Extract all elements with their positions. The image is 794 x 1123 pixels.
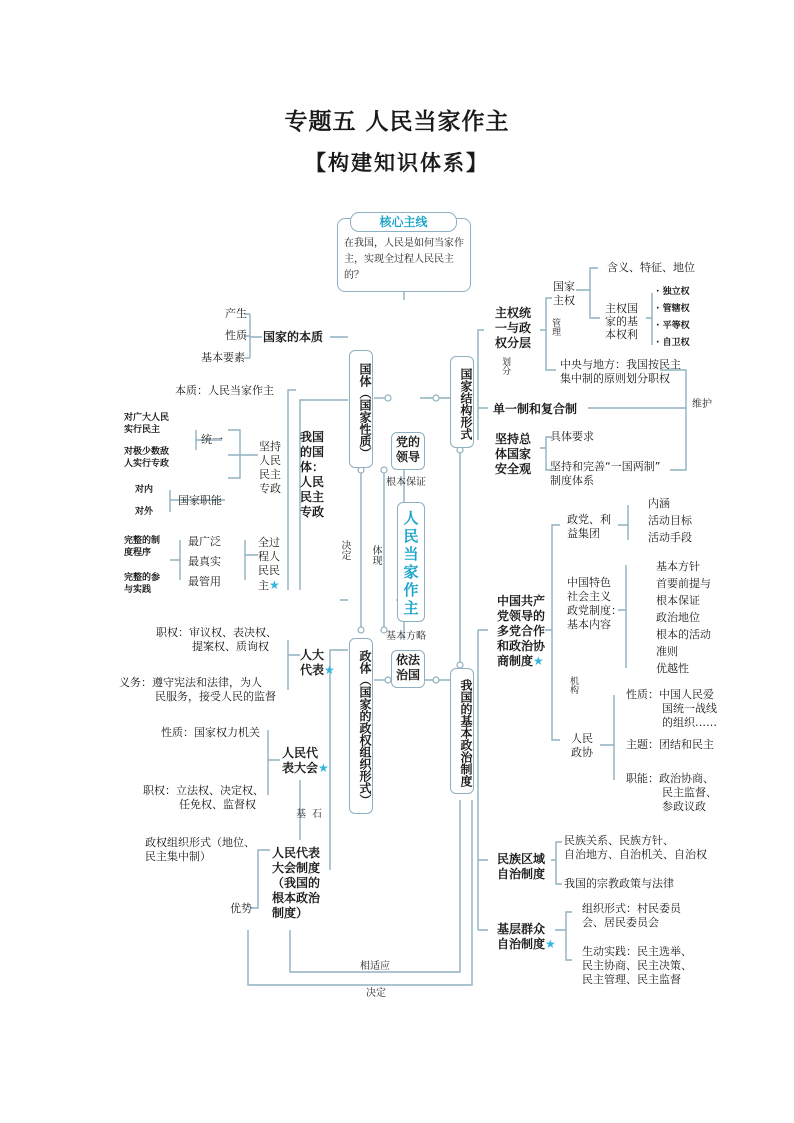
grassroots-org <box>582 902 681 930</box>
gf-line: 民主集中制） <box>145 850 211 863</box>
cpc-line: 多党合作 <box>497 624 546 638</box>
cn-line: 的组织…… <box>662 716 717 729</box>
wp-line: 程人 <box>258 550 280 563</box>
ci-line: 政治地位 <box>656 611 700 624</box>
unitary-federal: 单一制和复合制 <box>493 402 578 416</box>
ui-line: 对广大人民 <box>124 413 170 423</box>
religion-policy: 我国的宗教政策与法律 <box>564 877 674 890</box>
persist-dictatorship <box>259 440 281 496</box>
nature-item: 性质 <box>225 329 247 342</box>
cl-line: 集中制的原则划分职权 <box>560 372 670 385</box>
sovereignty-unity <box>495 306 531 351</box>
page-subtitle: 【构建知识体系】 <box>305 151 489 175</box>
security-req: 具体要求 <box>550 430 594 443</box>
npc-line: 表大会 <box>282 761 319 775</box>
root-guarantee-label: 根本保证 <box>386 477 426 488</box>
ga-line: 基层群众 <box>497 922 546 936</box>
ei-line: 民族关系、民族方针、 <box>564 834 674 847</box>
zhengti-box: 政体（国家的政权组织形式） <box>349 638 373 814</box>
right-text: 独立权 <box>662 287 690 297</box>
dp-line: 提案权、质询权 <box>192 640 269 653</box>
gp-line: 民主管理、民主监督 <box>582 973 681 986</box>
ns-line: 安全观 <box>495 462 532 476</box>
page-title: 专题五 人民当家作主 <box>284 109 510 135</box>
ui-line: 实行民主 <box>124 425 161 435</box>
ns-line: 大会制度 <box>272 861 321 875</box>
decide-bottom-label: 决定 <box>366 988 386 999</box>
cppcc <box>571 732 593 760</box>
right-item: · 独立权 <box>656 287 690 297</box>
wp-complete <box>124 572 160 596</box>
cpc-cooperation <box>497 594 545 669</box>
wp-line: 民民 <box>258 564 280 577</box>
advantage-label: 优势 <box>230 902 252 915</box>
ei-line: 自治地方、自治机关、自治权 <box>564 848 707 861</box>
ns-line: （我国的 <box>272 876 321 890</box>
cpc-line: 和政治协 <box>497 639 546 653</box>
psc-line: 政党制度： <box>567 604 622 617</box>
ci-line: 首要前提与 <box>656 577 711 590</box>
hk-line: 坚持和完善“一国两制” <box>550 460 661 473</box>
nature-item: 产生 <box>225 307 247 320</box>
npc-deputies <box>300 648 335 678</box>
decides-label: 决定 <box>339 540 350 560</box>
cpc-line: 党领导的 <box>497 609 546 623</box>
ethnic-autonomy <box>497 852 545 882</box>
whole-process-democracy <box>258 536 280 593</box>
hk-line: 制度体系 <box>550 474 594 487</box>
wp-quality: 最真实 <box>188 555 221 568</box>
ss-line: 主权 <box>553 294 575 307</box>
law-line-1: 依法 <box>395 653 420 667</box>
guoti-box: 国体（国家性质） <box>349 350 373 468</box>
ethnic-items <box>564 834 707 862</box>
cn-line: 性质：中国人民爱 <box>626 688 714 701</box>
core-heading: 核心主线 <box>350 212 457 232</box>
ss-line: 国家 <box>553 280 575 293</box>
party-leadership-box <box>391 432 425 470</box>
star-icon: ★ <box>318 761 329 775</box>
star-icon: ★ <box>324 663 335 677</box>
pd-line: 专政 <box>259 482 281 495</box>
ea-line: 民族区域 <box>497 852 546 866</box>
right-item: · 自卫权 <box>656 338 690 348</box>
cppcc-line: 政协 <box>571 746 593 759</box>
grassroots-practice <box>582 945 692 987</box>
core-question: 在我国，人民是如何当家作主，实现全过程人民民主的？ <box>344 238 464 281</box>
content-items <box>656 558 711 677</box>
ns-line: 坚持总 <box>495 432 532 446</box>
cl-line: 中央与地方：我国按民主 <box>560 358 681 371</box>
people-char: 民 <box>403 527 419 545</box>
cf-line: 民主监督、 <box>662 786 717 799</box>
one-country-two-systems <box>550 460 660 488</box>
pd-line: 人民 <box>259 454 281 467</box>
wpc-line: 与实践 <box>124 585 152 595</box>
wp-line: 主 <box>258 579 269 592</box>
national-security <box>495 432 531 477</box>
cpc-line: 商制度 <box>497 654 534 668</box>
wp-quality: 最管用 <box>188 575 221 588</box>
right-text: 平等权 <box>662 321 690 331</box>
parties-groups <box>567 513 611 541</box>
group-item: 内涵 <box>648 497 670 510</box>
pd-line: 坚持 <box>259 440 281 453</box>
dh-line: 的国 <box>300 445 325 459</box>
rule-of-law-box <box>391 650 425 688</box>
cpc-line: 中国共产 <box>497 594 546 608</box>
np-line: 任免权、监督权 <box>179 798 256 811</box>
cppcc-line: 人民 <box>571 732 593 745</box>
people-char: 作 <box>403 581 419 599</box>
br-line: 家的基 <box>605 315 638 328</box>
ui-line: 人实行专政 <box>124 459 170 469</box>
group-item: 活动目标 <box>648 514 692 527</box>
npc-powers <box>143 784 264 812</box>
dh-line: 专政 <box>300 505 325 519</box>
divide-label: 划分 <box>500 357 510 375</box>
nature-of-state: 国家的本质 <box>263 330 324 344</box>
cn-line: 国统一战线 <box>662 702 717 715</box>
people-char: 当 <box>403 545 419 563</box>
people-char: 人 <box>403 509 419 527</box>
adapt-label: 相适应 <box>360 961 390 972</box>
br-line: 本权利 <box>605 328 638 341</box>
psc-line: 中国特色 <box>567 576 611 589</box>
structure-box: 国家结构形式 <box>450 356 474 448</box>
party-line-2: 领导 <box>395 450 420 464</box>
ns-line: 体国家 <box>495 447 532 461</box>
ns-line: 根本政治 <box>272 891 321 905</box>
right-item: · 平等权 <box>656 321 690 331</box>
central-local <box>560 358 681 386</box>
group-item: 活动手段 <box>648 531 692 544</box>
psc-line: 基本内容 <box>567 618 611 631</box>
people-char: 家 <box>403 563 419 581</box>
right-item: · 管辖权 <box>656 304 690 314</box>
ci-line: 准则 <box>656 645 678 658</box>
go-line: 会、居民委员会 <box>582 916 659 929</box>
cppcc-functions <box>626 772 717 814</box>
basic-strategy-label: 基本方略 <box>386 631 426 642</box>
party-line-1: 党的 <box>395 435 420 449</box>
dh-line: 人民 <box>300 475 325 489</box>
npc <box>282 746 329 776</box>
org-label: 机构 <box>568 676 578 694</box>
people-char: 主 <box>403 599 419 617</box>
gp-line: 民主协商、民主决策、 <box>582 959 692 972</box>
np-line: 职权：立法权、决定权、 <box>143 784 264 797</box>
ns-line: 制度） <box>272 906 309 920</box>
dd-line: 义务：遵守宪法和法律，为人 <box>119 676 262 689</box>
su-line: 一与政 <box>495 321 532 335</box>
wp-quality: 最广泛 <box>188 535 221 548</box>
ga-line: 自治制度 <box>497 937 546 951</box>
star-icon: ★ <box>269 578 280 592</box>
gov-form <box>145 836 255 864</box>
su-line: 权分层 <box>495 336 532 350</box>
su-line: 主权统 <box>495 306 532 320</box>
state-sovereignty <box>553 280 575 308</box>
function-item: 对内 <box>135 485 154 495</box>
dh-line: 我国 <box>300 430 325 444</box>
essence-text: 本质：人民当家作主 <box>175 384 274 397</box>
gf-line: 政权组织形式（地位、 <box>145 836 255 849</box>
npcd-line: 人大 <box>300 648 325 662</box>
dh-line: 民主 <box>300 490 325 504</box>
wpc-line: 完整的参 <box>124 573 161 583</box>
wpc-line: 度程序 <box>124 548 152 558</box>
ns-line: 人民代表 <box>272 846 321 860</box>
ci-line: 优越性 <box>656 662 689 675</box>
party-system-content <box>567 576 622 632</box>
dh-line: 体： <box>300 460 325 474</box>
ui-line: 对极少数敌 <box>124 447 170 457</box>
cf-line: 职能：政治协商、 <box>626 772 714 785</box>
pg-line: 益集团 <box>567 527 600 540</box>
embodies-label: 体现 <box>370 545 381 565</box>
foundation-label: 基石 <box>296 809 328 820</box>
nature-item: 基本要素 <box>201 351 245 364</box>
basic-rights <box>605 302 638 341</box>
cppcc-nature <box>626 688 717 730</box>
wp-line: 全过 <box>258 536 280 549</box>
unity-label: 统一 <box>201 433 223 446</box>
right-text: 自卫权 <box>662 338 690 348</box>
dd-line: 民服务，接受人民的监督 <box>155 690 276 703</box>
unity-item <box>124 446 169 470</box>
unity-item <box>124 412 169 436</box>
npcd-line: 代表 <box>300 663 325 677</box>
pd-line: 民主 <box>259 468 281 481</box>
sovereignty-attrs: 含义、特征、地位 <box>607 261 695 274</box>
pg-line: 政党、利 <box>567 513 611 526</box>
gp-line: 生动实践：民主选举、 <box>582 945 692 958</box>
people-master-box <box>397 502 425 622</box>
star-icon: ★ <box>533 654 544 668</box>
manage-label: 管理 <box>550 318 560 336</box>
wp-complete <box>124 535 160 559</box>
ci-line: 基本方针 <box>656 560 700 573</box>
dictatorship-heading <box>300 430 324 520</box>
psc-line: 社会主义 <box>567 590 611 603</box>
law-line-2: 治国 <box>395 668 420 682</box>
star-icon: ★ <box>545 937 556 951</box>
go-line: 组织形式：村民委员 <box>582 902 681 915</box>
npc-nature: 性质：国家权力机关 <box>161 726 260 739</box>
dp-line: 职权：审议权、表决权、 <box>156 626 277 639</box>
br-line: 主权国 <box>605 302 638 315</box>
npc-line: 人民代 <box>282 746 319 760</box>
deputy-powers <box>156 626 277 654</box>
right-text: 管辖权 <box>662 304 690 314</box>
functions-label: 国家职能 <box>178 494 222 507</box>
wpc-line: 完整的制 <box>124 536 161 546</box>
system-box: 我国的基本政治制度 <box>450 668 474 794</box>
cppcc-theme: 主题：团结和民主 <box>626 738 714 751</box>
ea-line: 自治制度 <box>497 867 546 881</box>
maintain-label: 维护 <box>692 399 712 410</box>
function-item: 对外 <box>135 507 154 517</box>
npc-system <box>272 846 320 921</box>
ci-line: 根本保证 <box>656 594 700 607</box>
deputy-duties <box>119 676 276 704</box>
grassroots-autonomy <box>497 922 556 952</box>
cf-line: 参政议政 <box>662 800 706 813</box>
ci-line: 根本的活动 <box>656 628 711 641</box>
